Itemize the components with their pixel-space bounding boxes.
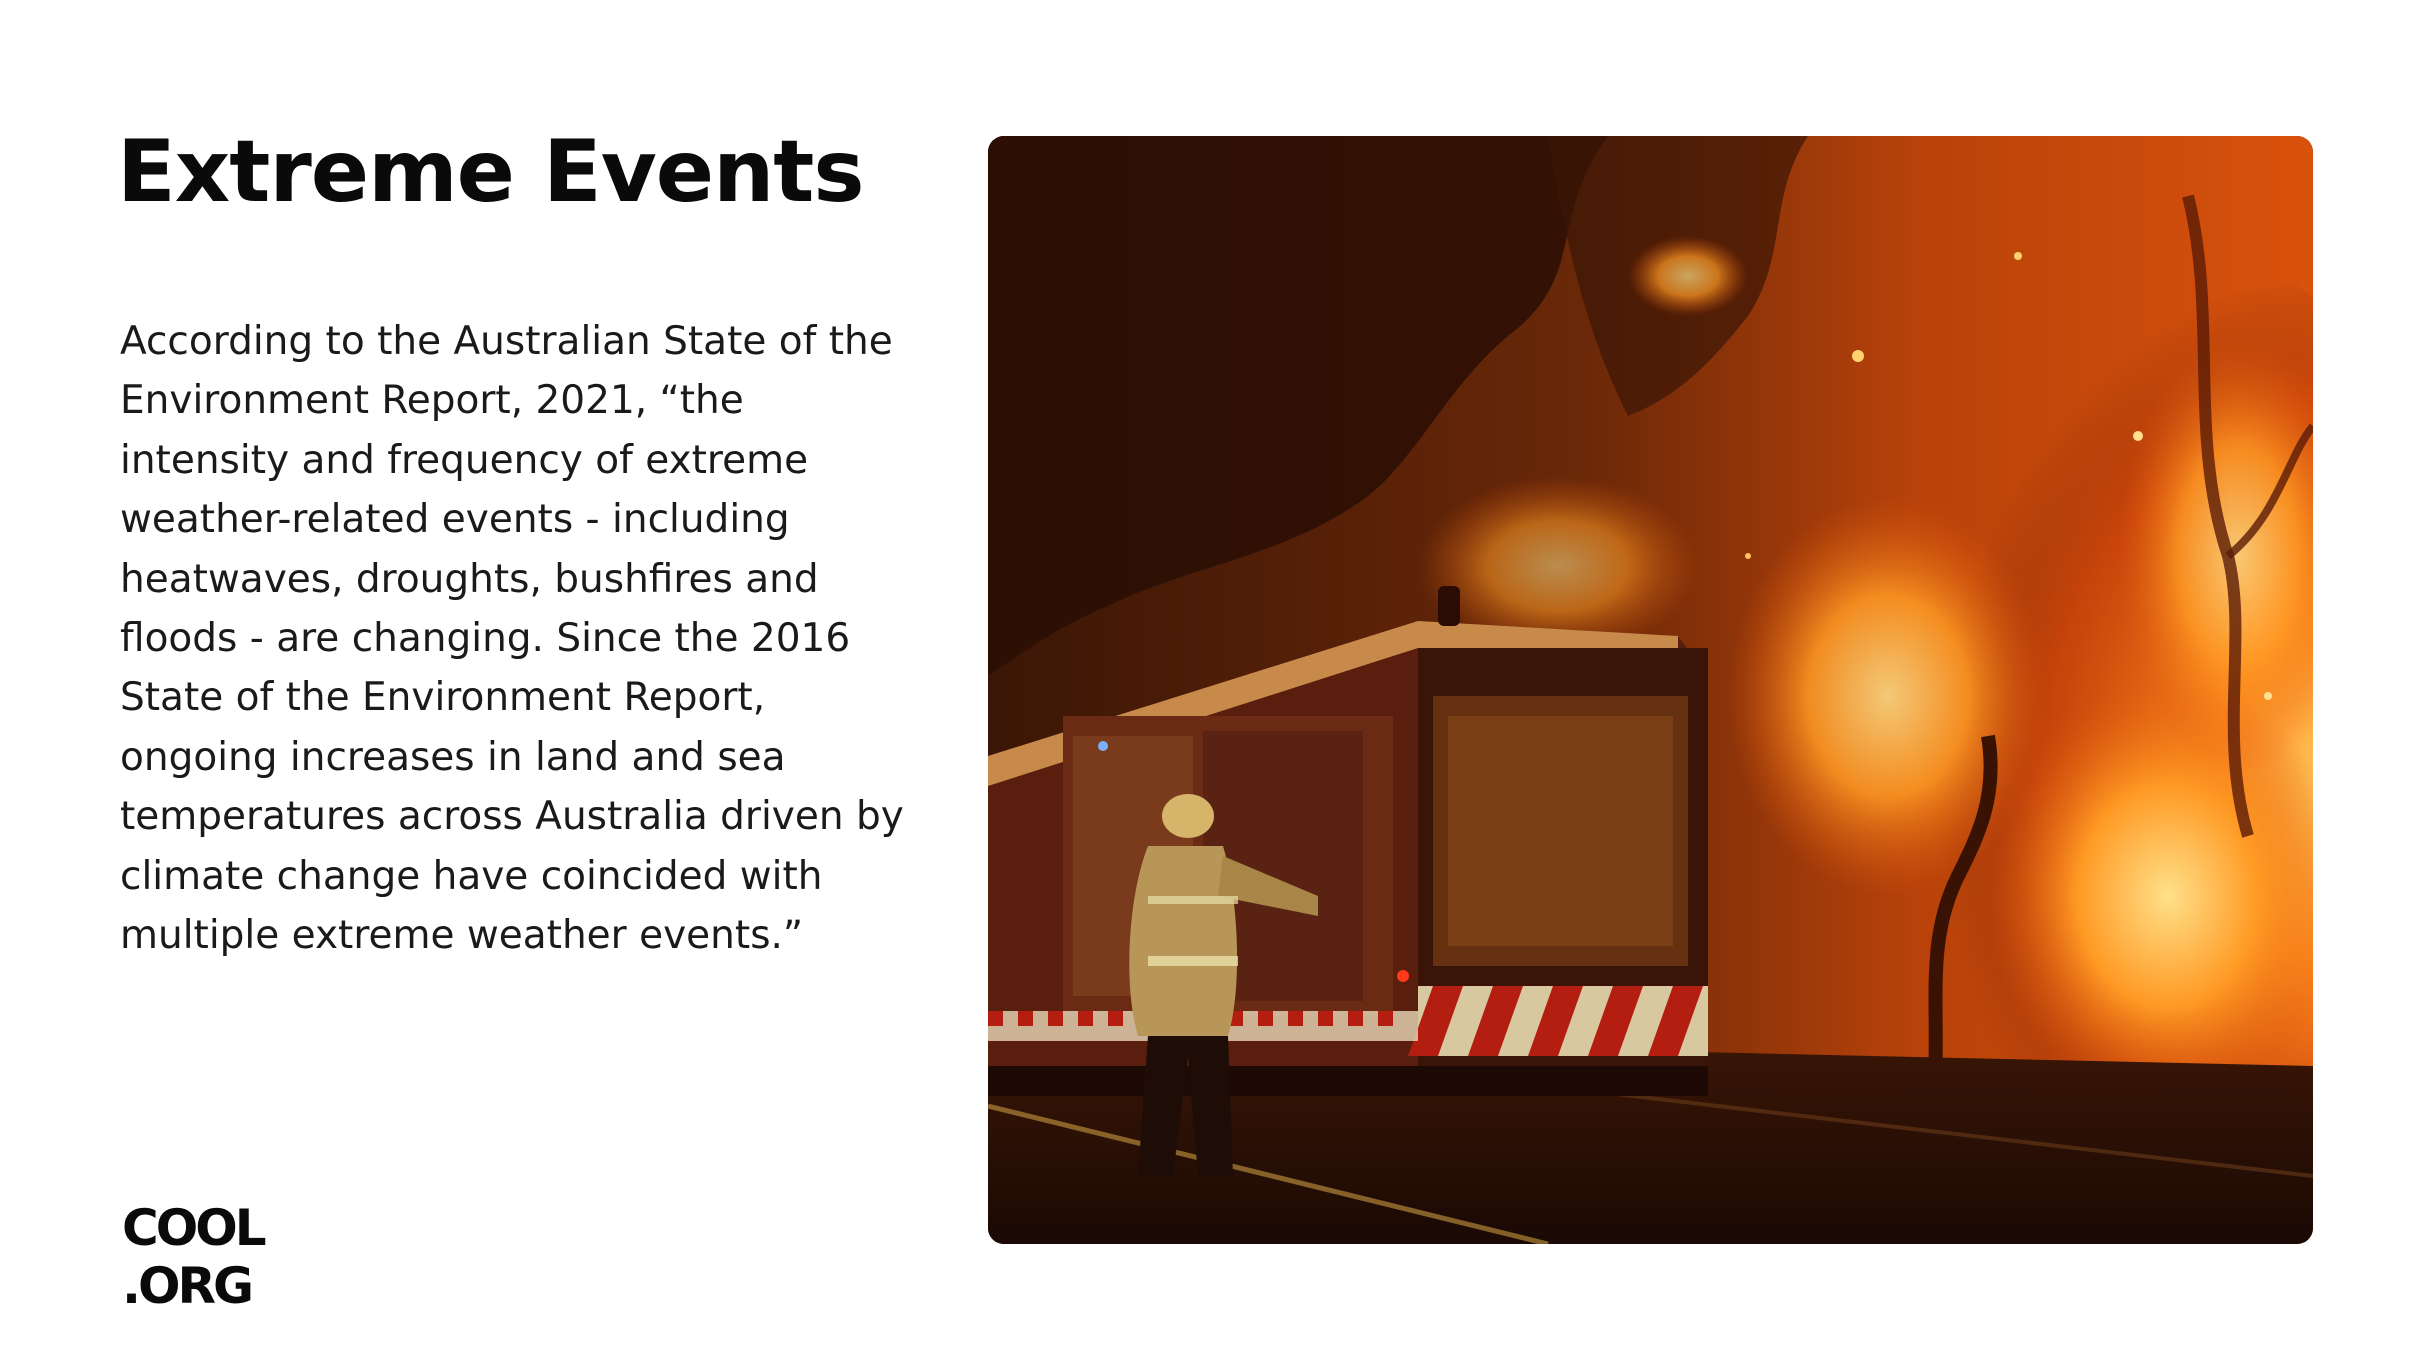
cool-org-logo — [122, 1203, 282, 1313]
bushfire-photo — [988, 136, 2313, 1244]
body-paragraph: According to the Australian State of the Environment Report, 2021, “the intensity and frequency of extreme weather-related events - including heatwaves, droughts, bushfires and floods - are changing. Since the 2016 State of the Environment Report, ongoing increases in land and sea temperatures across Australia driven by climate change have coincided with multiple extreme weather events.” — [120, 319, 904, 959]
firefighter-fire-truck-icon — [988, 136, 2313, 1244]
logo-line2: .ORG — [122, 1257, 252, 1313]
cool-org-logo-mark — [122, 1203, 282, 1313]
slide-title: Extreme Events — [117, 122, 864, 222]
logo-line1: COOL — [122, 1203, 264, 1257]
